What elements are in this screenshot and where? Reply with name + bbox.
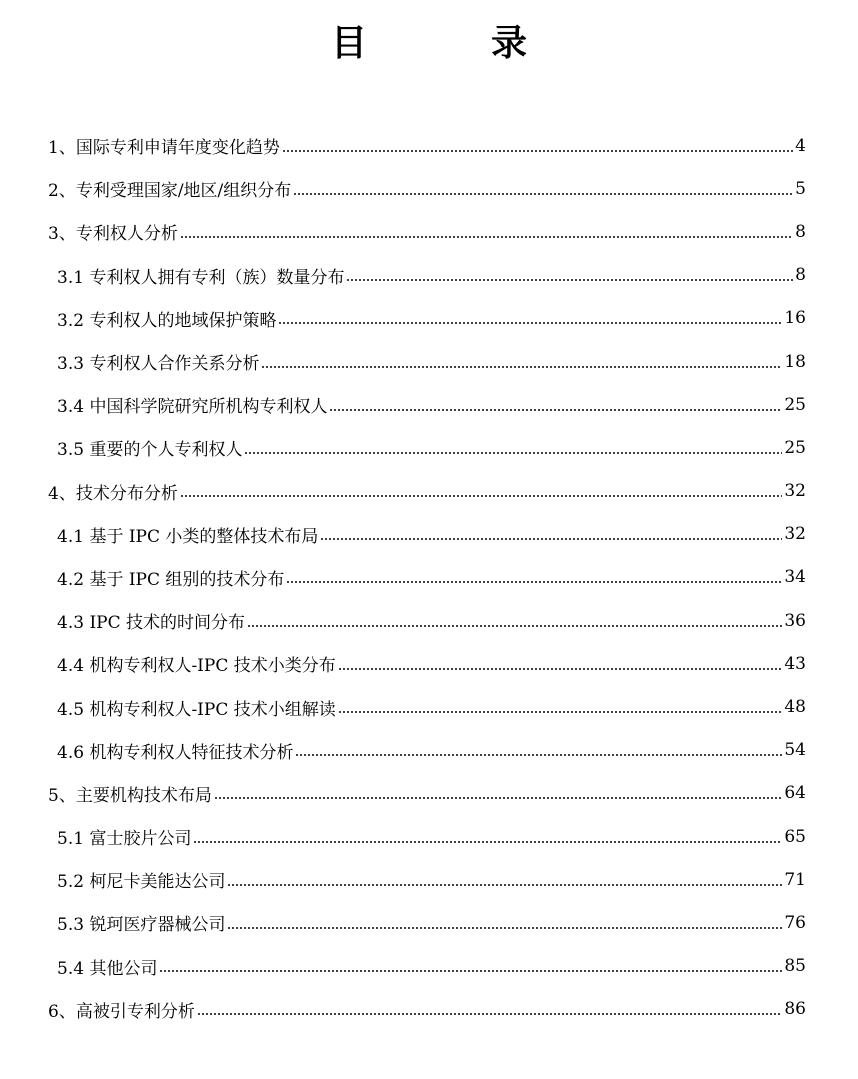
toc-entry[interactable] [0,858,858,901]
toc-entry-label: 5.4 其他公司 [57,958,158,979]
toc-entry[interactable] [0,772,858,815]
toc-entry-label: 5、主要机构技术布局 [48,785,212,806]
toc-dot-leader [338,668,783,670]
toc-dot-leader [293,193,793,195]
toc-dot-leader [329,409,782,411]
toc-entry-label: 4.2 基于 IPC 组别的技术分布 [57,569,285,590]
toc-entry-page-number: 36 [784,610,806,631]
toc-dot-leader [227,884,782,886]
toc-dot-leader [295,754,782,756]
toc-entry-page-number: 32 [784,524,806,545]
toc-dot-leader [227,927,782,929]
toc-entry-page-number: 43 [784,653,806,674]
toc-entry-label: 4、技术分布分析 [48,483,178,504]
toc-dot-leader [286,581,782,583]
toc-dot-leader [193,841,782,843]
toc-entry-page-number: 34 [784,567,806,588]
toc-entry-label: 4.4 机构专利权人-IPC 技术小类分布 [57,656,336,677]
toc-entry-label: 4.6 机构专利权人特征技术分析 [57,742,294,763]
toc-dot-leader [346,279,793,281]
toc-entry-label: 3.5 重要的个人专利权人 [57,440,243,461]
toc-entry-label: 4.3 IPC 技术的时间分布 [57,613,246,634]
toc-entry-label: 3.3 专利权人合作关系分析 [57,354,260,375]
toc-entry-page-number: 18 [784,351,806,372]
toc-entry-label: 3.1 专利权人拥有专利（族）数量分布 [57,267,345,288]
toc-entry[interactable] [0,513,858,556]
toc-entry-page-number: 86 [784,999,806,1020]
toc-entry[interactable] [0,167,858,210]
toc-dot-leader [338,711,783,713]
toc-entry[interactable] [0,556,858,599]
toc-entry-page-number: 25 [784,437,806,458]
toc-entry[interactable] [0,685,858,728]
toc-dot-leader [320,538,782,540]
toc-dot-leader [244,452,782,454]
toc-entry[interactable] [0,210,858,253]
toc-entry[interactable] [0,383,858,426]
toc-entry-label: 4.5 机构专利权人-IPC 技术小组解读 [57,699,336,720]
toc-entry-label: 3.4 中国科学院研究所机构专利权人 [57,397,328,418]
toc-entry[interactable] [0,124,858,167]
toc-entry-label: 4.1 基于 IPC 小类的整体技术布局 [57,526,319,547]
toc-entry-label: 1、国际专利申请年度变化趋势 [48,138,280,159]
toc-entry-page-number: 8 [795,221,806,242]
toc-entry-label: 5.1 富士胶片公司 [57,829,192,850]
toc-dot-leader [282,150,793,152]
toc-entry-page-number: 8 [795,265,806,286]
toc-entry-label: 3、专利权人分析 [48,224,178,245]
toc-entry[interactable] [0,426,858,469]
toc-entry[interactable] [0,599,858,642]
toc-entry[interactable] [0,729,858,772]
toc-entry[interactable] [0,815,858,858]
toc-entry-label: 6、高被引专利分析 [48,1001,195,1022]
toc-dot-leader [197,1013,783,1015]
toc-entry-page-number: 71 [784,869,806,890]
toc-entry-page-number: 65 [784,826,806,847]
toc-entry[interactable] [0,470,858,513]
toc-entry[interactable] [0,340,858,383]
toc-entry-page-number: 48 [784,697,806,718]
toc-dot-leader [180,495,783,497]
toc-entry[interactable] [0,254,858,297]
toc-dot-leader [214,797,783,799]
toc-entry[interactable] [0,988,858,1031]
toc-entry-label: 5.3 锐珂医疗器械公司 [57,915,226,936]
toc-entry-label: 2、专利受理国家/地区/组织分布 [48,181,292,202]
toc-list [0,124,858,1031]
toc-entry[interactable] [0,297,858,340]
toc-entry-label: 5.2 柯尼卡美能达公司 [57,872,226,893]
toc-entry-page-number: 5 [795,178,806,199]
toc-entry-page-number: 54 [784,740,806,761]
toc-entry[interactable] [0,945,858,988]
toc-entry-label: 3.2 专利权人的地域保护策略 [57,310,277,331]
toc-dot-leader [180,236,793,238]
toc-dot-leader [247,625,782,627]
toc-dot-leader [261,366,782,368]
toc-dot-leader [159,970,782,972]
toc-entry-page-number: 4 [795,135,806,156]
toc-entry-page-number: 25 [784,394,806,415]
page-title: 目 录 [330,23,571,64]
toc-entry[interactable] [0,901,858,944]
toc-dot-leader [278,322,782,324]
toc-entry-page-number: 76 [784,912,806,933]
toc-entry-page-number: 64 [784,783,806,804]
toc-entry-page-number: 16 [784,308,806,329]
toc-entry[interactable] [0,642,858,685]
toc-entry-page-number: 32 [784,481,806,502]
toc-entry-page-number: 85 [784,956,806,977]
